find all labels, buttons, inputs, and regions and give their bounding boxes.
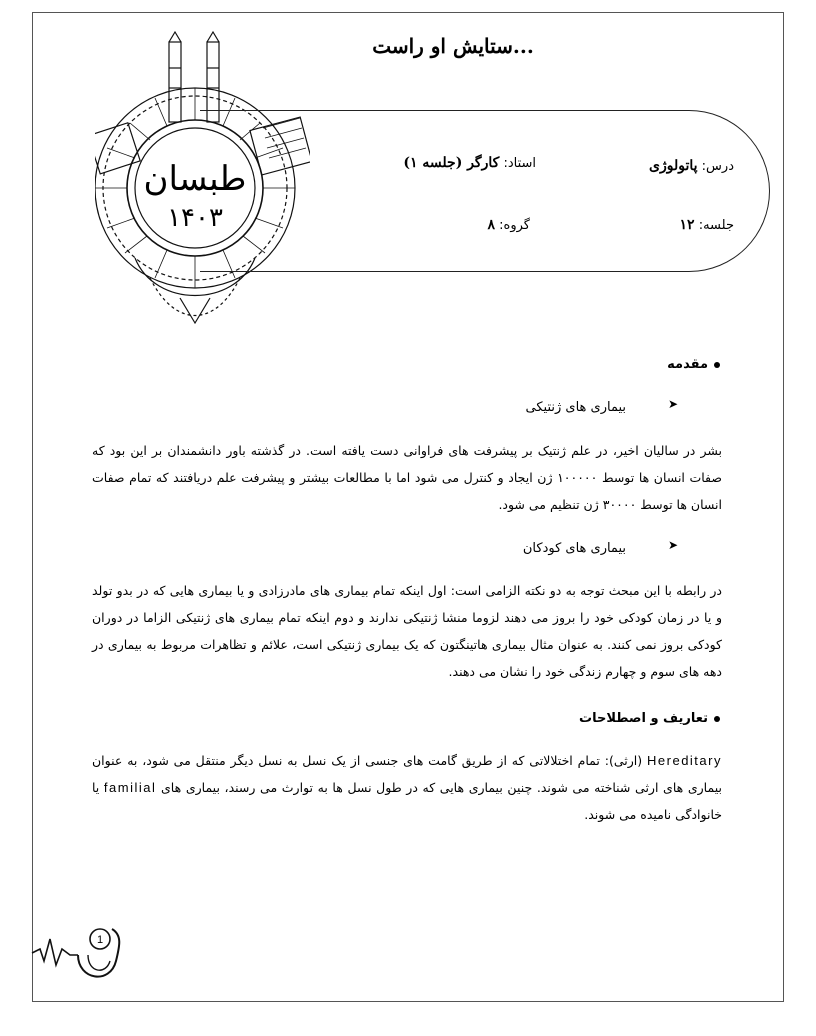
childhood-paragraph: در رابطه با این مبحث توجه به دو نکته الزامی است: اول اینکه تمام بیماری های مادرزادی و یا بیماری هایی که در بدو تولد و یا در زمان کودکی خود را بروز می دهند لزوما منشا ژنتیکی ندارند و دوم اینکه تمام بیماری های ژنتیکی الزاما در دوران کودکی بروز نمی کنند. به عنوان مثال بیماری هاتینگتون که یک بیماری ژنتیکی است، علائم و تظاهرات مربوط به بیماری در دهه های سوم و چهارم زندگی خود را نشان می دهند. [92,583,722,679]
stethoscope-heartbeat-icon [30,925,130,993]
course-label: درس: [701,159,734,174]
bullet-icon [714,362,720,368]
instructor-field [403,155,536,171]
instructor-label: استاد: [503,156,536,171]
arrow-bullet-icon: ➤ [668,538,679,552]
hereditary-term: Hereditary [647,753,722,768]
intro-heading [667,357,720,372]
session-value: ۱۲ [679,217,695,233]
childhood-diseases-heading: بیماری های کودکان [522,541,626,556]
course-info-box [200,110,770,272]
genetic-paragraph: بشر در سالیان اخیر، در علم ژنتیک بر پیشرفت های فراوانی دست یافته است. در گذشته باور دانشمندان بر این بود که صفات انسان ها توسط ۱۰۰۰۰۰ ژن ایجاد و کنترل می شود اما با مطالعات بیشتر و پیشرفت علم دریافتند که تمام صفات انسان ها توسط ۳۰۰۰۰ ژن تنظیم می شود. [92,443,722,512]
emblem-year: ۱۴۰۳ [167,203,223,233]
hereditary-paragraph [92,747,722,828]
emblem-word: طبسان [143,159,247,199]
session-field [680,217,734,233]
session-label: جلسه: [698,218,734,233]
hereditary-text-1: (ارثی): تمام اختلالاتی که از طریق گامت های جنسی از یک نسل به نسل دیگر منتقل می شود، به عنوان بیماری های ارثی شناخته می شوند. چنین بیماری هایی که در طول نسل ها به توارث می رسند، بیماری های [92,753,722,795]
arrow-bullet-icon: ➤ [668,397,679,411]
course-value: پاتولوژی [649,158,698,174]
familial-term: familial [103,780,157,795]
course-field [649,158,734,174]
intro-heading-text: مقدمه [667,357,708,372]
bullet-icon [714,716,720,722]
page-number: 1 [96,934,104,946]
genetic-diseases-heading: بیماری های ژنتیکی [525,400,626,415]
instructor-value: کارگر (جلسه ۱) [403,155,500,171]
definitions-heading-text: تعاریف و اصطلاحات [579,711,708,726]
page-title: ستایش او راست... [372,34,534,58]
group-value: ۸ [487,217,496,233]
group-label: گروه: [499,218,530,233]
hereditary-text-2: یا خانوادگی نامیده می شوند. [92,780,722,822]
group-field [487,217,530,233]
definitions-heading [579,711,720,726]
